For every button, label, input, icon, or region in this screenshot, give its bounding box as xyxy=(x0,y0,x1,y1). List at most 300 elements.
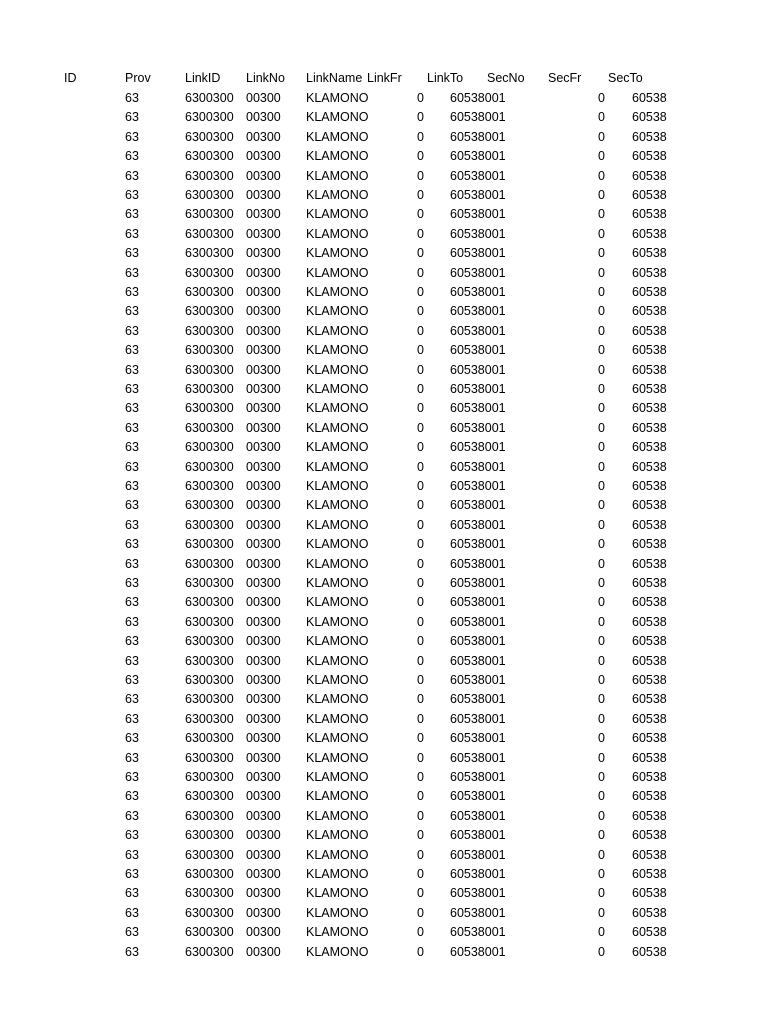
cell-linkto-secno: 60538001 xyxy=(450,925,506,940)
cell-secfr: 0 xyxy=(598,362,605,377)
cell-linkname: KLAMONO xyxy=(306,847,369,862)
cell-linkto-secno: 60538001 xyxy=(450,459,506,474)
cell-secto: 60538 xyxy=(632,905,667,920)
cell-linkname: KLAMONO xyxy=(306,110,369,125)
cell-linkfr: 0 xyxy=(417,653,424,668)
cell-prov: 63 xyxy=(125,634,139,649)
cell-linkto-secno: 60538001 xyxy=(450,168,506,183)
cell-linkno: 00300 xyxy=(246,673,281,687)
cell-linkto-secno: 60538001 xyxy=(450,110,506,125)
cell-linkfr: 0 xyxy=(417,91,424,105)
cell-secto: 60538 xyxy=(632,188,667,202)
cell-secto: 60538 xyxy=(632,867,667,881)
cell-secfr: 0 xyxy=(598,420,605,435)
cell-secto: 60538 xyxy=(632,731,667,746)
cell-linkname: KLAMONO xyxy=(306,91,369,105)
cell-linkto-secno: 60538001 xyxy=(450,770,506,784)
table-row xyxy=(0,884,768,903)
table-row xyxy=(0,826,768,845)
cell-linkno: 00300 xyxy=(246,479,281,493)
cell-prov: 63 xyxy=(125,265,139,280)
cell-prov: 63 xyxy=(125,770,139,784)
table-row xyxy=(0,302,768,321)
table-row xyxy=(0,846,768,865)
cell-linkno: 00300 xyxy=(246,129,281,144)
cell-linkid: 6300300 xyxy=(185,168,234,183)
table-row xyxy=(0,147,768,166)
cell-linkto-secno: 60538001 xyxy=(450,285,506,299)
cell-linkid: 6300300 xyxy=(185,770,234,784)
cell-linkfr: 0 xyxy=(417,750,424,765)
cell-linkno: 00300 xyxy=(246,343,281,358)
cell-linkto-secno: 60538001 xyxy=(450,246,506,261)
cell-prov: 63 xyxy=(125,382,139,396)
cell-linkname: KLAMONO xyxy=(306,343,369,358)
cell-linkno: 00300 xyxy=(246,207,281,222)
cell-linkid: 6300300 xyxy=(185,323,234,338)
cell-linkname: KLAMONO xyxy=(306,129,369,144)
cell-linkid: 6300300 xyxy=(185,265,234,280)
cell-linkid: 6300300 xyxy=(185,382,234,396)
cell-linkfr: 0 xyxy=(417,207,424,222)
cell-prov: 63 xyxy=(125,867,139,881)
cell-linkto-secno: 60538001 xyxy=(450,789,506,804)
cell-linkto-secno: 60538001 xyxy=(450,323,506,338)
cell-linkto-secno: 60538001 xyxy=(450,304,506,319)
cell-linkname: KLAMONO xyxy=(306,595,369,610)
table-row xyxy=(0,729,768,748)
cell-prov: 63 xyxy=(125,420,139,435)
cell-linkto-secno: 60538001 xyxy=(450,556,506,571)
cell-prov: 63 xyxy=(125,847,139,862)
cell-linkto-secno: 60538001 xyxy=(450,808,506,823)
cell-secto: 60538 xyxy=(632,828,667,843)
cell-linkid: 6300300 xyxy=(185,188,234,202)
cell-linkid: 6300300 xyxy=(185,246,234,261)
cell-secfr: 0 xyxy=(598,653,605,668)
cell-linkid: 6300300 xyxy=(185,110,234,125)
cell-linkfr: 0 xyxy=(417,323,424,338)
cell-linkid: 6300300 xyxy=(185,925,234,940)
table-row xyxy=(0,322,768,341)
table-row xyxy=(0,574,768,593)
cell-secto: 60538 xyxy=(632,537,667,552)
cell-secto: 60538 xyxy=(632,479,667,493)
cell-linkto-secno: 60538001 xyxy=(450,265,506,280)
cell-linkno: 00300 xyxy=(246,847,281,862)
table-row xyxy=(0,943,768,962)
table-row xyxy=(0,167,768,186)
cell-linkname: KLAMONO xyxy=(306,382,369,396)
cell-secfr: 0 xyxy=(598,944,605,959)
cell-linkfr: 0 xyxy=(417,168,424,183)
cell-prov: 63 xyxy=(125,323,139,338)
cell-secfr: 0 xyxy=(598,91,605,105)
cell-linkto-secno: 60538001 xyxy=(450,401,506,416)
table-row xyxy=(0,89,768,108)
cell-secfr: 0 xyxy=(598,265,605,280)
cell-linkid: 6300300 xyxy=(185,91,234,105)
cell-prov: 63 xyxy=(125,537,139,552)
cell-linkfr: 0 xyxy=(417,944,424,959)
cell-linkfr: 0 xyxy=(417,440,424,455)
cell-secfr: 0 xyxy=(598,149,605,164)
cell-linkno: 00300 xyxy=(246,576,281,590)
cell-prov: 63 xyxy=(125,110,139,125)
cell-secfr: 0 xyxy=(598,614,605,629)
cell-linkid: 6300300 xyxy=(185,420,234,435)
cell-secfr: 0 xyxy=(598,886,605,901)
cell-linkid: 6300300 xyxy=(185,576,234,590)
cell-linkto-secno: 60538001 xyxy=(450,91,506,105)
cell-linkno: 00300 xyxy=(246,750,281,765)
cell-linkname: KLAMONO xyxy=(306,479,369,493)
cell-prov: 63 xyxy=(125,925,139,940)
cell-linkfr: 0 xyxy=(417,110,424,125)
table-row xyxy=(0,458,768,477)
cell-linkname: KLAMONO xyxy=(306,905,369,920)
cell-prov: 63 xyxy=(125,440,139,455)
table-row xyxy=(0,399,768,418)
cell-linkid: 6300300 xyxy=(185,750,234,765)
cell-linkfr: 0 xyxy=(417,226,424,241)
cell-linkid: 6300300 xyxy=(185,459,234,474)
cell-linkfr: 0 xyxy=(417,246,424,261)
table-row xyxy=(0,807,768,826)
cell-linkno: 00300 xyxy=(246,362,281,377)
cell-linkid: 6300300 xyxy=(185,362,234,377)
cell-linkname: KLAMONO xyxy=(306,867,369,881)
cell-linkno: 00300 xyxy=(246,459,281,474)
cell-linkname: KLAMONO xyxy=(306,459,369,474)
cell-secto: 60538 xyxy=(632,944,667,959)
cell-linkno: 00300 xyxy=(246,149,281,164)
header-secfr: SecFr xyxy=(548,71,582,85)
cell-linkfr: 0 xyxy=(417,673,424,687)
table-row xyxy=(0,244,768,263)
cell-linkfr: 0 xyxy=(417,828,424,843)
cell-prov: 63 xyxy=(125,808,139,823)
cell-linkfr: 0 xyxy=(417,498,424,513)
cell-linkname: KLAMONO xyxy=(306,692,369,707)
cell-secfr: 0 xyxy=(598,770,605,784)
header-row xyxy=(0,69,768,88)
cell-prov: 63 xyxy=(125,246,139,261)
cell-linkto-secno: 60538001 xyxy=(450,537,506,552)
cell-secfr: 0 xyxy=(598,110,605,125)
cell-linkfr: 0 xyxy=(417,265,424,280)
cell-linkname: KLAMONO xyxy=(306,770,369,784)
cell-linkid: 6300300 xyxy=(185,731,234,746)
cell-prov: 63 xyxy=(125,498,139,513)
cell-linkid: 6300300 xyxy=(185,673,234,687)
header-linkfr: LinkFr xyxy=(367,71,402,85)
cell-prov: 63 xyxy=(125,343,139,358)
cell-prov: 63 xyxy=(125,673,139,687)
cell-linkfr: 0 xyxy=(417,692,424,707)
table-row xyxy=(0,438,768,457)
cell-secto: 60538 xyxy=(632,91,667,105)
cell-secfr: 0 xyxy=(598,925,605,940)
cell-linkto-secno: 60538001 xyxy=(450,692,506,707)
cell-linkid: 6300300 xyxy=(185,285,234,299)
cell-secfr: 0 xyxy=(598,188,605,202)
cell-linkno: 00300 xyxy=(246,692,281,707)
cell-secfr: 0 xyxy=(598,634,605,649)
cell-linkno: 00300 xyxy=(246,91,281,105)
cell-linkto-secno: 60538001 xyxy=(450,867,506,881)
cell-linkno: 00300 xyxy=(246,517,281,532)
cell-secfr: 0 xyxy=(598,382,605,396)
cell-linkid: 6300300 xyxy=(185,149,234,164)
cell-secto: 60538 xyxy=(632,362,667,377)
cell-linkno: 00300 xyxy=(246,498,281,513)
cell-linkname: KLAMONO xyxy=(306,808,369,823)
cell-linkno: 00300 xyxy=(246,634,281,649)
header-linkno: LinkNo xyxy=(246,71,285,85)
table-row xyxy=(0,535,768,554)
cell-linkto-secno: 60538001 xyxy=(450,711,506,726)
cell-secfr: 0 xyxy=(598,168,605,183)
cell-prov: 63 xyxy=(125,576,139,590)
cell-linkno: 00300 xyxy=(246,556,281,571)
cell-linkfr: 0 xyxy=(417,343,424,358)
cell-linkname: KLAMONO xyxy=(306,149,369,164)
cell-prov: 63 xyxy=(125,129,139,144)
cell-secto: 60538 xyxy=(632,634,667,649)
cell-prov: 63 xyxy=(125,595,139,610)
table-row xyxy=(0,787,768,806)
cell-linkfr: 0 xyxy=(417,188,424,202)
cell-linkid: 6300300 xyxy=(185,789,234,804)
table-row xyxy=(0,419,768,438)
table-row xyxy=(0,128,768,147)
cell-linkto-secno: 60538001 xyxy=(450,498,506,513)
cell-prov: 63 xyxy=(125,168,139,183)
cell-secfr: 0 xyxy=(598,789,605,804)
cell-linkto-secno: 60538001 xyxy=(450,595,506,610)
cell-linkfr: 0 xyxy=(417,905,424,920)
cell-secto: 60538 xyxy=(632,498,667,513)
cell-linkto-secno: 60538001 xyxy=(450,362,506,377)
cell-linkto-secno: 60538001 xyxy=(450,188,506,202)
cell-linkfr: 0 xyxy=(417,867,424,881)
cell-secfr: 0 xyxy=(598,867,605,881)
cell-linkid: 6300300 xyxy=(185,537,234,552)
cell-linkid: 6300300 xyxy=(185,653,234,668)
cell-linkname: KLAMONO xyxy=(306,537,369,552)
cell-prov: 63 xyxy=(125,556,139,571)
cell-secfr: 0 xyxy=(598,731,605,746)
cell-linkto-secno: 60538001 xyxy=(450,517,506,532)
cell-secfr: 0 xyxy=(598,673,605,687)
table-row xyxy=(0,923,768,942)
table-row xyxy=(0,768,768,787)
cell-prov: 63 xyxy=(125,692,139,707)
cell-prov: 63 xyxy=(125,789,139,804)
cell-prov: 63 xyxy=(125,207,139,222)
cell-linkid: 6300300 xyxy=(185,886,234,901)
table-row xyxy=(0,361,768,380)
cell-secto: 60538 xyxy=(632,653,667,668)
cell-linkto-secno: 60538001 xyxy=(450,129,506,144)
cell-linkfr: 0 xyxy=(417,459,424,474)
cell-linkname: KLAMONO xyxy=(306,634,369,649)
cell-secfr: 0 xyxy=(598,556,605,571)
cell-linkno: 00300 xyxy=(246,401,281,416)
cell-linkname: KLAMONO xyxy=(306,168,369,183)
cell-linkid: 6300300 xyxy=(185,304,234,319)
cell-linkto-secno: 60538001 xyxy=(450,576,506,590)
cell-linkfr: 0 xyxy=(417,129,424,144)
cell-secfr: 0 xyxy=(598,440,605,455)
cell-secfr: 0 xyxy=(598,905,605,920)
cell-secto: 60538 xyxy=(632,246,667,261)
cell-secto: 60538 xyxy=(632,847,667,862)
table-row xyxy=(0,186,768,205)
cell-linkfr: 0 xyxy=(417,886,424,901)
cell-linkto-secno: 60538001 xyxy=(450,828,506,843)
cell-linkfr: 0 xyxy=(417,847,424,862)
cell-secto: 60538 xyxy=(632,770,667,784)
cell-secfr: 0 xyxy=(598,498,605,513)
cell-secto: 60538 xyxy=(632,556,667,571)
cell-secfr: 0 xyxy=(598,479,605,493)
cell-linkid: 6300300 xyxy=(185,692,234,707)
cell-linkname: KLAMONO xyxy=(306,731,369,746)
cell-secto: 60538 xyxy=(632,343,667,358)
cell-linkid: 6300300 xyxy=(185,711,234,726)
cell-secfr: 0 xyxy=(598,808,605,823)
cell-linkno: 00300 xyxy=(246,285,281,299)
cell-linkid: 6300300 xyxy=(185,517,234,532)
cell-linkname: KLAMONO xyxy=(306,614,369,629)
table-row xyxy=(0,516,768,535)
cell-linkno: 00300 xyxy=(246,653,281,668)
cell-linkfr: 0 xyxy=(417,479,424,493)
cell-linkname: KLAMONO xyxy=(306,265,369,280)
cell-secfr: 0 xyxy=(598,692,605,707)
table-row xyxy=(0,632,768,651)
cell-linkid: 6300300 xyxy=(185,440,234,455)
cell-linkfr: 0 xyxy=(417,304,424,319)
cell-linkname: KLAMONO xyxy=(306,886,369,901)
table-row xyxy=(0,652,768,671)
cell-secto: 60538 xyxy=(632,440,667,455)
cell-secto: 60538 xyxy=(632,226,667,241)
cell-linkfr: 0 xyxy=(417,382,424,396)
cell-linkid: 6300300 xyxy=(185,226,234,241)
cell-linkno: 00300 xyxy=(246,925,281,940)
cell-prov: 63 xyxy=(125,401,139,416)
cell-secfr: 0 xyxy=(598,304,605,319)
cell-linkno: 00300 xyxy=(246,711,281,726)
cell-linkfr: 0 xyxy=(417,420,424,435)
cell-linkno: 00300 xyxy=(246,440,281,455)
table-row xyxy=(0,477,768,496)
cell-linkname: KLAMONO xyxy=(306,362,369,377)
cell-linkto-secno: 60538001 xyxy=(450,653,506,668)
cell-linkno: 00300 xyxy=(246,420,281,435)
cell-linkfr: 0 xyxy=(417,634,424,649)
header-linkto: LinkTo xyxy=(427,71,464,85)
cell-linkfr: 0 xyxy=(417,614,424,629)
cell-linkname: KLAMONO xyxy=(306,828,369,843)
cell-linkid: 6300300 xyxy=(185,905,234,920)
cell-linkid: 6300300 xyxy=(185,343,234,358)
cell-secto: 60538 xyxy=(632,692,667,707)
cell-secfr: 0 xyxy=(598,517,605,532)
table-row xyxy=(0,555,768,574)
cell-linkname: KLAMONO xyxy=(306,285,369,299)
cell-secto: 60538 xyxy=(632,673,667,687)
cell-linkno: 00300 xyxy=(246,246,281,261)
cell-linkno: 00300 xyxy=(246,226,281,241)
cell-linkto-secno: 60538001 xyxy=(450,420,506,435)
cell-prov: 63 xyxy=(125,711,139,726)
cell-linkno: 00300 xyxy=(246,265,281,280)
cell-linkid: 6300300 xyxy=(185,401,234,416)
cell-secto: 60538 xyxy=(632,614,667,629)
cell-secto: 60538 xyxy=(632,925,667,940)
table-row xyxy=(0,865,768,884)
cell-prov: 63 xyxy=(125,731,139,746)
cell-prov: 63 xyxy=(125,886,139,901)
cell-linkid: 6300300 xyxy=(185,867,234,881)
cell-linkname: KLAMONO xyxy=(306,944,369,959)
table-row xyxy=(0,904,768,923)
cell-prov: 63 xyxy=(125,614,139,629)
cell-linkto-secno: 60538001 xyxy=(450,614,506,629)
cell-prov: 63 xyxy=(125,459,139,474)
cell-prov: 63 xyxy=(125,944,139,959)
cell-linkno: 00300 xyxy=(246,168,281,183)
cell-prov: 63 xyxy=(125,149,139,164)
cell-linkto-secno: 60538001 xyxy=(450,440,506,455)
cell-secto: 60538 xyxy=(632,129,667,144)
cell-secto: 60538 xyxy=(632,149,667,164)
table-row xyxy=(0,690,768,709)
cell-linkfr: 0 xyxy=(417,731,424,746)
cell-linkto-secno: 60538001 xyxy=(450,750,506,765)
cell-secto: 60538 xyxy=(632,517,667,532)
cell-linkid: 6300300 xyxy=(185,498,234,513)
cell-linkname: KLAMONO xyxy=(306,556,369,571)
cell-prov: 63 xyxy=(125,362,139,377)
cell-linkname: KLAMONO xyxy=(306,420,369,435)
cell-secto: 60538 xyxy=(632,576,667,590)
cell-secfr: 0 xyxy=(598,595,605,610)
cell-prov: 63 xyxy=(125,304,139,319)
cell-linkname: KLAMONO xyxy=(306,246,369,261)
cell-linkfr: 0 xyxy=(417,362,424,377)
cell-linkfr: 0 xyxy=(417,517,424,532)
cell-linkid: 6300300 xyxy=(185,556,234,571)
cell-secfr: 0 xyxy=(598,343,605,358)
cell-linkid: 6300300 xyxy=(185,479,234,493)
cell-secfr: 0 xyxy=(598,285,605,299)
cell-prov: 63 xyxy=(125,905,139,920)
cell-secto: 60538 xyxy=(632,711,667,726)
cell-linkno: 00300 xyxy=(246,188,281,202)
table-row xyxy=(0,264,768,283)
cell-linkfr: 0 xyxy=(417,285,424,299)
cell-secto: 60538 xyxy=(632,401,667,416)
cell-secfr: 0 xyxy=(598,401,605,416)
cell-linkno: 00300 xyxy=(246,828,281,843)
cell-linkname: KLAMONO xyxy=(306,188,369,202)
header-id: ID xyxy=(64,71,77,85)
